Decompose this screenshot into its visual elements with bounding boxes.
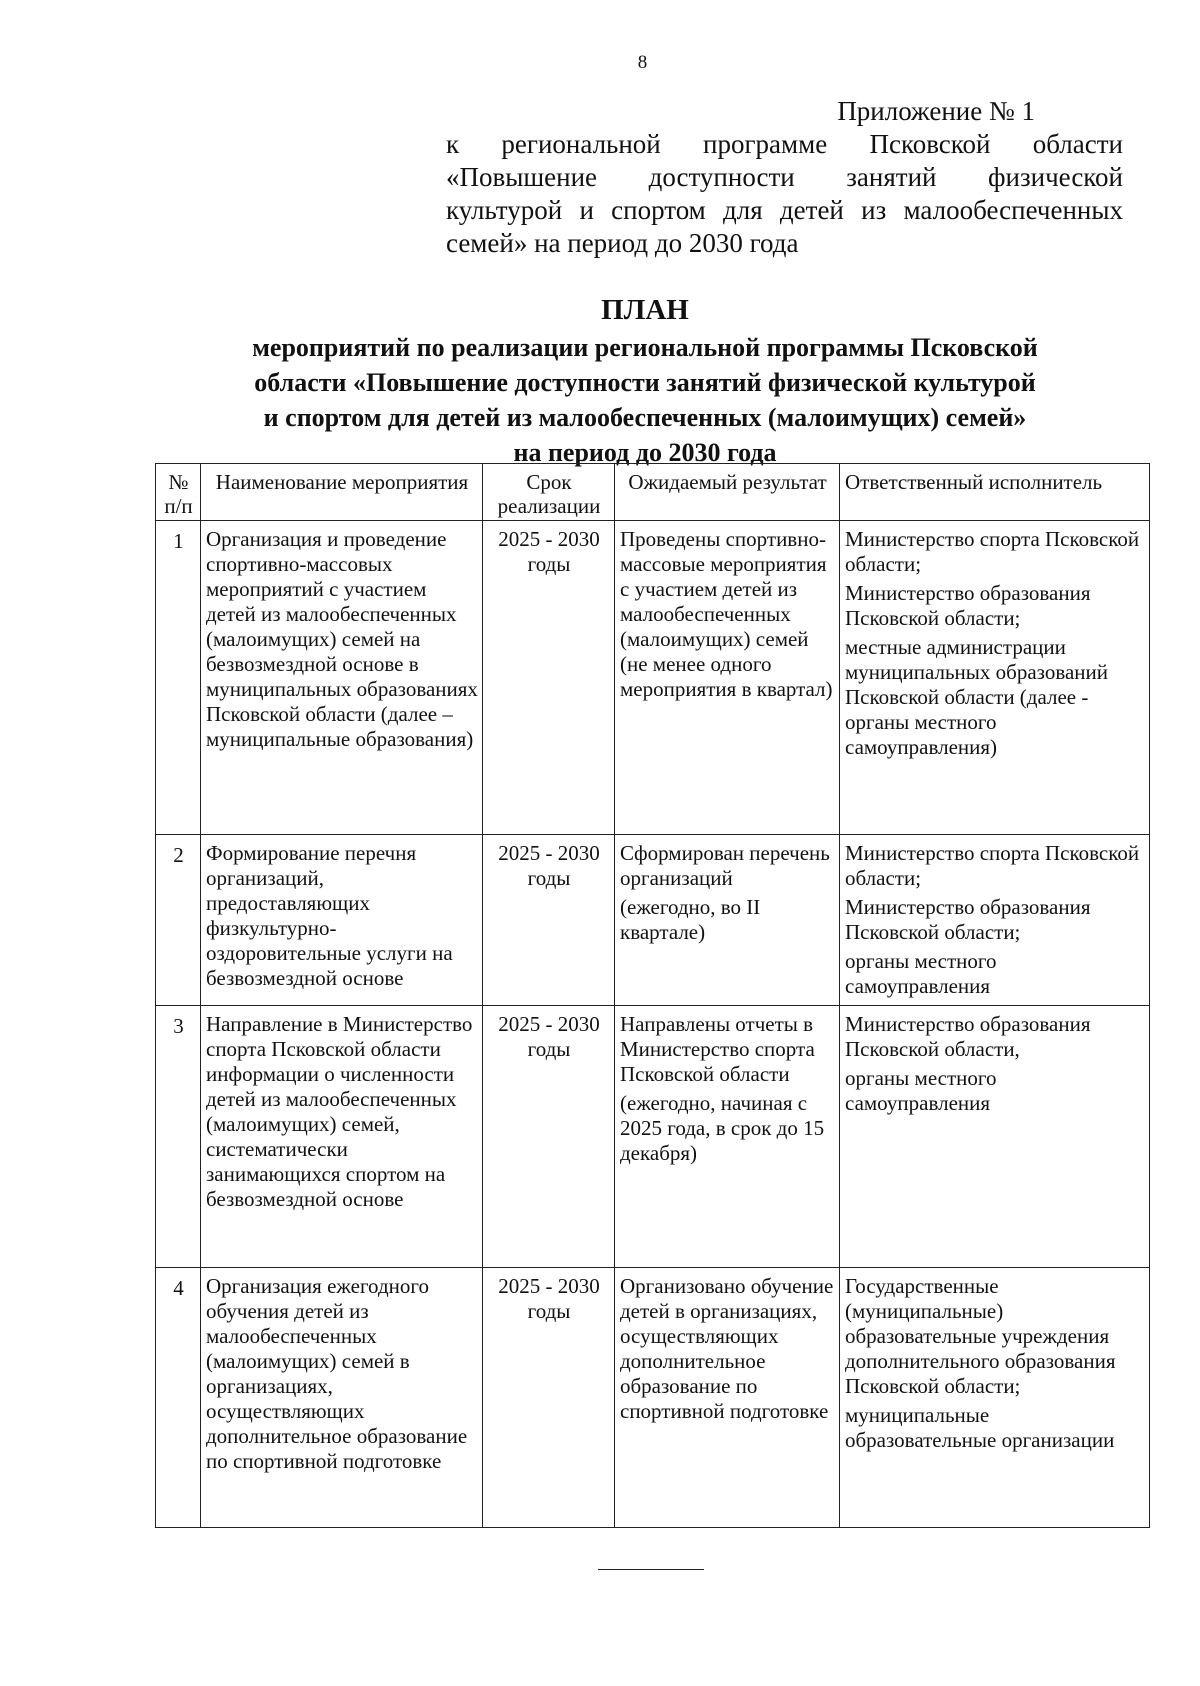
appendix-line: к региональной программе Псковской области: [446, 129, 1123, 159]
plan-table: [155, 463, 1150, 1528]
responsible-paragraph: Министерство спорта Псковской области;: [845, 527, 1140, 576]
cell-name: Организация ежегодного обучения детей из малообеспеченных (малоимущих) семей в организациях, осуществляющих дополнительное образование по спортивной подготовке: [201, 1268, 483, 1528]
cell-num: 3: [156, 1006, 201, 1268]
plan-subtitle-line: мероприятий по реализации региональной программы Псковской: [252, 333, 1038, 362]
cell-period: 2025 - 2030 годы: [483, 1268, 615, 1528]
responsible-paragraph: муниципальные образовательные организации: [845, 1403, 1115, 1452]
cell-responsible: [840, 835, 1150, 1006]
plan-heading: [195, 290, 1095, 470]
appendix-title: Приложение № 1: [837, 96, 1035, 126]
responsible-paragraph: Министерство спорта Псковской области;: [845, 841, 1140, 890]
result-paragraph: Направлены отчеты в Министерство спорта Псковской области: [620, 1012, 815, 1086]
cell-name: Направление в Министерство спорта Псковской области информации о численности детей из малообеспеченных (малоимущих) семей, систематически занимающихся спортом на безвозмездной основе: [201, 1006, 483, 1268]
cell-name: Организация и проведение спортивно-массовых мероприятий с участием детей из малообеспеченных (малоимущих) семей на безвозмездной основе в муниципальных образованиях Псковской области (далее – муниципальные образования): [201, 521, 483, 835]
table-row: [156, 1006, 1150, 1268]
cell-result: [615, 1268, 840, 1528]
responsible-paragraph: Министерство образования Псковской области;: [845, 581, 1091, 630]
cell-responsible: [840, 1006, 1150, 1268]
header-num: № п/п: [156, 464, 201, 521]
cell-period: 2025 - 2030 годы: [483, 521, 615, 835]
cell-num: 2: [156, 835, 201, 1006]
cell-name: Формирование перечня организаций, предоставляющих физкультурно-оздоровительные услуги на безвозмездной основе: [201, 835, 483, 1006]
cell-result: [615, 1006, 840, 1268]
result-paragraph: Сформирован перечень организаций: [620, 841, 830, 890]
result-paragraph: (ежегодно, во II квартале): [620, 895, 761, 944]
responsible-paragraph: Министерство образования Псковской области;: [845, 895, 1091, 944]
table-header-row: [156, 464, 1150, 521]
appendix-line: «Повышение доступности занятий физической: [446, 162, 1123, 192]
cell-period: 2025 - 2030 годы: [483, 1006, 615, 1268]
header-name: Наименование мероприятия: [201, 464, 483, 521]
cell-responsible: [840, 1268, 1150, 1528]
footer-rule: [598, 1569, 704, 1570]
appendix-line: семей» на период до 2030 года: [446, 228, 799, 258]
plan-title: ПЛАН: [601, 294, 689, 326]
plan-subtitle-line: на период до 2030 года: [513, 438, 777, 467]
result-paragraph: Проведены спортивно-массовые мероприятия с участием детей из малообеспеченных (малоимущих) семей (не менее одного мероприятия в квартал): [620, 527, 833, 701]
cell-num: 4: [156, 1268, 201, 1528]
appendix-line: культурой и спортом для детей из малообеспеченных: [446, 195, 1123, 225]
responsible-paragraph: органы местного самоуправления: [845, 949, 997, 998]
header-period: Срок реализации: [483, 464, 615, 521]
cell-result: [615, 835, 840, 1006]
cell-responsible: [840, 521, 1150, 835]
table-row: [156, 835, 1150, 1006]
cell-num: 1: [156, 521, 201, 835]
cell-period: 2025 - 2030 годы: [483, 835, 615, 1006]
appendix-block: [446, 95, 1123, 260]
responsible-paragraph: органы местного самоуправления: [845, 1066, 997, 1115]
table-row: [156, 1268, 1150, 1528]
header-result: Ожидаемый результат: [615, 464, 840, 521]
cell-result: [615, 521, 840, 835]
responsible-paragraph: Государственные (муниципальные) образовательные учреждения дополнительного образования Псковской области;: [845, 1274, 1116, 1398]
table-row: [156, 521, 1150, 835]
responsible-paragraph: местные администрации муниципальных образований Псковской области (далее - органы местного самоуправления): [845, 635, 1108, 759]
result-paragraph: (ежегодно, начиная с 2025 года, в срок до 15 декабря): [620, 1091, 825, 1165]
plan-subtitle-line: и спортом для детей из малообеспеченных (малоимущих) семей»: [263, 403, 1027, 432]
page-number: 8: [637, 52, 648, 73]
header-responsible: Ответственный исполнитель: [840, 464, 1150, 521]
result-paragraph: Организовано обучение детей в организациях, осуществляющих дополнительное образование по спортивной подготовке: [620, 1274, 834, 1423]
plan-subtitle-line: области «Повышение доступности занятий физической культурой: [254, 368, 1036, 397]
responsible-paragraph: Министерство образования Псковской области,: [845, 1012, 1091, 1061]
